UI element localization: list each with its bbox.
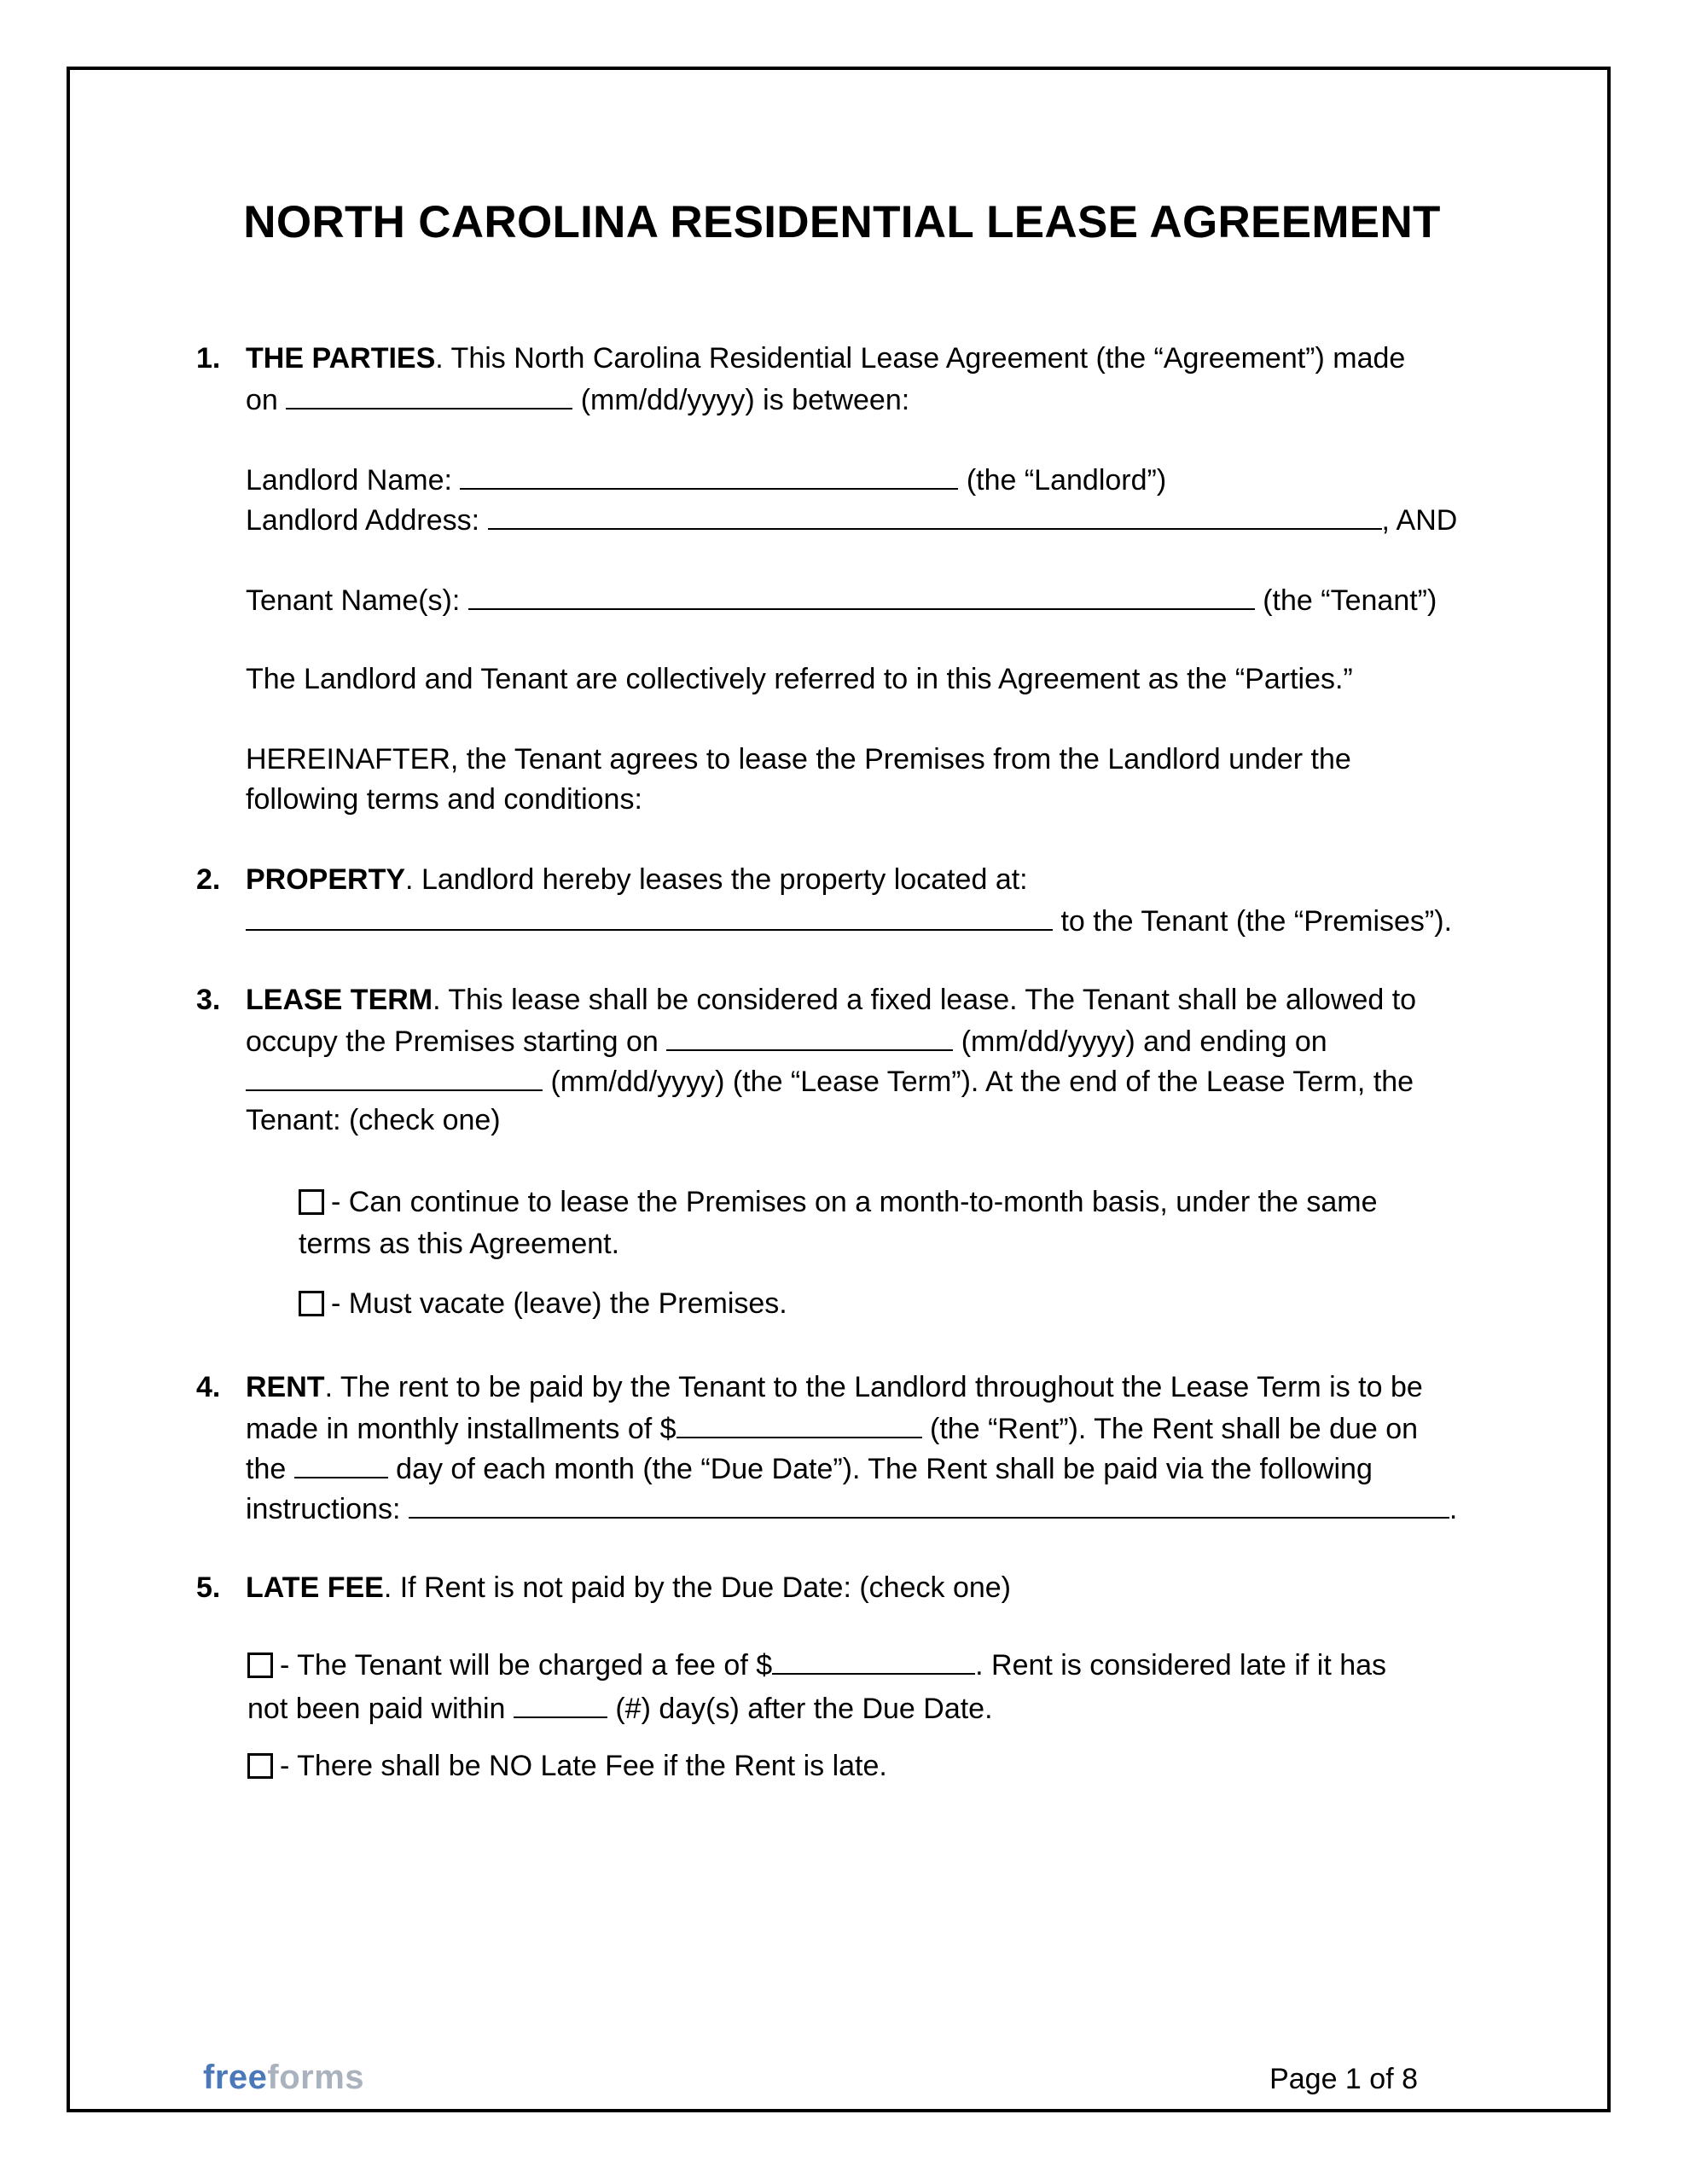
section-3-heading: LEASE TERM (246, 984, 433, 1016)
section-1-number: 1. (196, 342, 221, 375)
section-4-number: 4. (196, 1371, 221, 1403)
late-fee-option-1-line-2: not been paid within (#) day(s) after the Due Date. (247, 1687, 993, 1729)
section-5-number: 5. (196, 1571, 221, 1604)
rent-due-day-field[interactable] (294, 1448, 388, 1478)
section-1-heading: THE PARTIES (246, 342, 436, 375)
hereinafter-line-1: HEREINAFTER, the Tenant agrees to lease the Premises from the Landlord under the (246, 743, 1351, 775)
section-2-line-1: PROPERTY. Landlord hereby leases the property located at: (246, 863, 1028, 896)
tenant-name-line: Tenant Name(s): (the “Tenant”) (246, 579, 1437, 621)
section-4-line-2: made in monthly installments of $ (the “Rent”). The Rent shall be due on (246, 1408, 1418, 1449)
document-title: NORTH CAROLINA RESIDENTIAL LEASE AGREEMENT (243, 197, 1441, 247)
late-fee-option-1: - The Tenant will be charged a fee of $ . Rent is considered late if it has (247, 1644, 1386, 1686)
section-1-line-2: on (mm/dd/yyyy) is between: (246, 379, 909, 421)
section-3-line-4: Tenant: (check one) (246, 1104, 501, 1136)
lease-term-option-2: - Must vacate (leave) the Premises. (299, 1284, 787, 1324)
section-1-line-1: THE PARTIES. This North Carolina Residential Lease Agreement (the “Agreement”) made (246, 342, 1406, 375)
section-3-line-1: LEASE TERM. This lease shall be considered a fixed lease. The Tenant shall be allowed to (246, 984, 1417, 1016)
section-3-number: 3. (196, 984, 221, 1016)
landlord-address-line: Landlord Address: , AND (246, 499, 1457, 541)
section-2-heading: PROPERTY (246, 863, 406, 896)
section-3-line-3: (mm/dd/yyyy) (the “Lease Term”). At the end of the Lease Term, the (246, 1060, 1414, 1102)
lease-start-date-field[interactable] (666, 1020, 953, 1051)
agreement-date-field[interactable] (286, 379, 572, 410)
tenant-name-field[interactable] (468, 579, 1255, 610)
landlord-name-field[interactable] (460, 459, 958, 490)
lease-term-option-1: - Can continue to lease the Premises on a month-to-month basis, under the same (299, 1182, 1378, 1223)
lease-end-date-field[interactable] (246, 1060, 543, 1091)
parties-paragraph: The Landlord and Tenant are collectively referred to in this Agreement as the “Parties.” (246, 663, 1353, 695)
page-number: Page 1 of 8 (1269, 2063, 1418, 2095)
no-late-fee-checkbox[interactable] (247, 1753, 273, 1779)
section-4-line-1: RENT. The rent to be paid by the Tenant to the Landlord throughout the Lease Term is to be (246, 1371, 1423, 1403)
freeforms-logo[interactable]: freeforms (203, 2059, 365, 2096)
rent-amount-field[interactable] (677, 1408, 922, 1438)
landlord-address-field[interactable] (488, 499, 1382, 530)
section-4-line-4: instructions: . (246, 1488, 1457, 1530)
late-fee-charged-checkbox[interactable] (247, 1653, 273, 1678)
month-to-month-checkbox[interactable] (299, 1189, 324, 1215)
lease-term-option-1-line-2: terms as this Agreement. (299, 1228, 620, 1260)
section-2-number: 2. (196, 863, 221, 896)
section-3-line-2: occupy the Premises starting on (mm/dd/yyyy) and ending on (246, 1020, 1327, 1062)
landlord-name-line: Landlord Name: (the “Landlord”) (246, 459, 1166, 501)
payment-instructions-field[interactable] (409, 1488, 1449, 1519)
section-5-line-1: LATE FEE. If Rent is not paid by the Due Date: (check one) (246, 1571, 1011, 1604)
section-5-heading: LATE FEE (246, 1571, 384, 1604)
section-2-line-2: to the Tenant (the “Premises”). (246, 900, 1452, 942)
hereinafter-line-2: following terms and conditions: (246, 783, 642, 816)
section-4-line-3: the day of each month (the “Due Date”). The Rent shall be paid via the following (246, 1448, 1373, 1490)
must-vacate-checkbox[interactable] (299, 1291, 324, 1316)
late-fee-days-field[interactable] (514, 1687, 607, 1718)
section-4-heading: RENT (246, 1371, 325, 1403)
late-fee-option-2: - There shall be NO Late Fee if the Rent is late. (247, 1746, 887, 1786)
late-fee-amount-field[interactable] (772, 1644, 975, 1675)
property-address-field[interactable] (246, 900, 1053, 931)
